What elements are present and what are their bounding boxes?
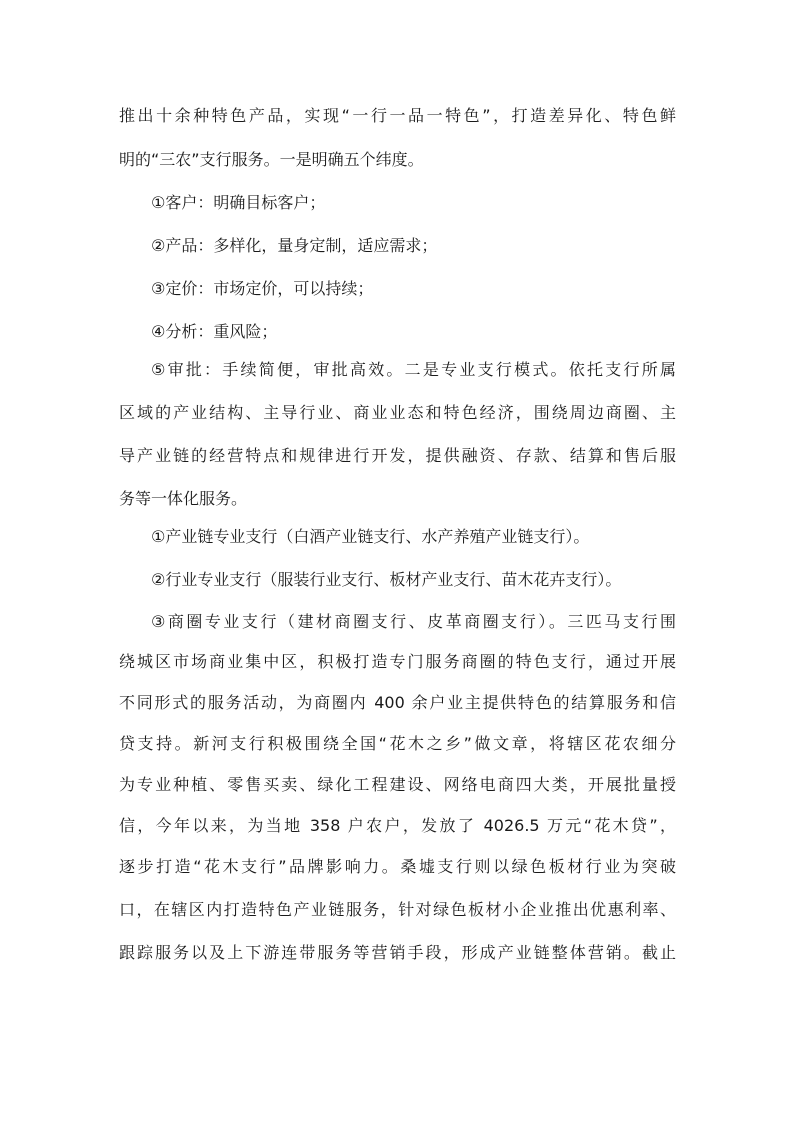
text-line: 口，在辖区内打造特色产业链服务，针对绿色板材小企业推出优惠利率、 [119, 900, 676, 919]
list-item-approval: ⑤审批：手续简便，审批高效。二是专业支行模式。依托支行所属 [151, 360, 676, 379]
text-line: 不同形式的服务活动，为商圈内 400 余户业主提供特色的结算服务和信 [119, 693, 676, 712]
text-line: 为专业种植、零售买卖、绿化工程建设、网络电商四大类，开展批量授 [119, 775, 676, 794]
list-item-industry: ②行业专业支行（服装行业支行、板材产业支行、苗木花卉支行）。 [151, 570, 622, 589]
text-line: 绕城区市场商业集中区，积极打造专门服务商圈的特色支行，通过开展 [119, 652, 676, 671]
list-item-analysis: ④分析：重风险； [151, 322, 278, 341]
list-item-pricing: ③定价：市场定价，可以持续； [151, 279, 374, 298]
text-line: 逐步打造“花木支行”品牌影响力。桑墟支行则以绿色板材行业为突破 [119, 857, 676, 876]
text-line: 贷支持。新河支行积极围绕全国“花木之乡”做文章，将辖区花农细分 [119, 734, 676, 753]
list-item-industry-chain: ①产业链专业支行（白酒产业链支行、水产养殖产业链支行）。 [151, 527, 590, 546]
text-line: 跟踪服务以及上下游连带服务等营销手段，形成产业链整体营销。截止 [119, 943, 676, 962]
text-line: 推出十余种特色产品，实现“一行一品一特色”，打造差异化、特色鲜 [119, 106, 676, 125]
list-item-product: ②产品：多样化，量身定制，适应需求； [151, 236, 438, 255]
text-line: 务等一体化服务。 [119, 489, 248, 508]
text-line: 信，今年以来，为当地 358 户农户，发放了 4026.5 万元“花木贷”， [119, 816, 676, 835]
list-item-customer: ①客户：明确目标客户； [151, 193, 326, 212]
text-line: 明的“三农”支行服务。一是明确五个纬度。 [119, 150, 424, 169]
list-item-business-district: ③商圈专业支行（建材商圈支行、皮革商圈支行）。三匹马支行围 [151, 612, 676, 631]
text-line: 区域的产业结构、主导行业、商业业态和特色经济，围绕周边商圈、主 [119, 403, 676, 422]
text-line: 导产业链的经营特点和规律进行开发，提供融资、存款、结算和售后服 [119, 446, 676, 465]
